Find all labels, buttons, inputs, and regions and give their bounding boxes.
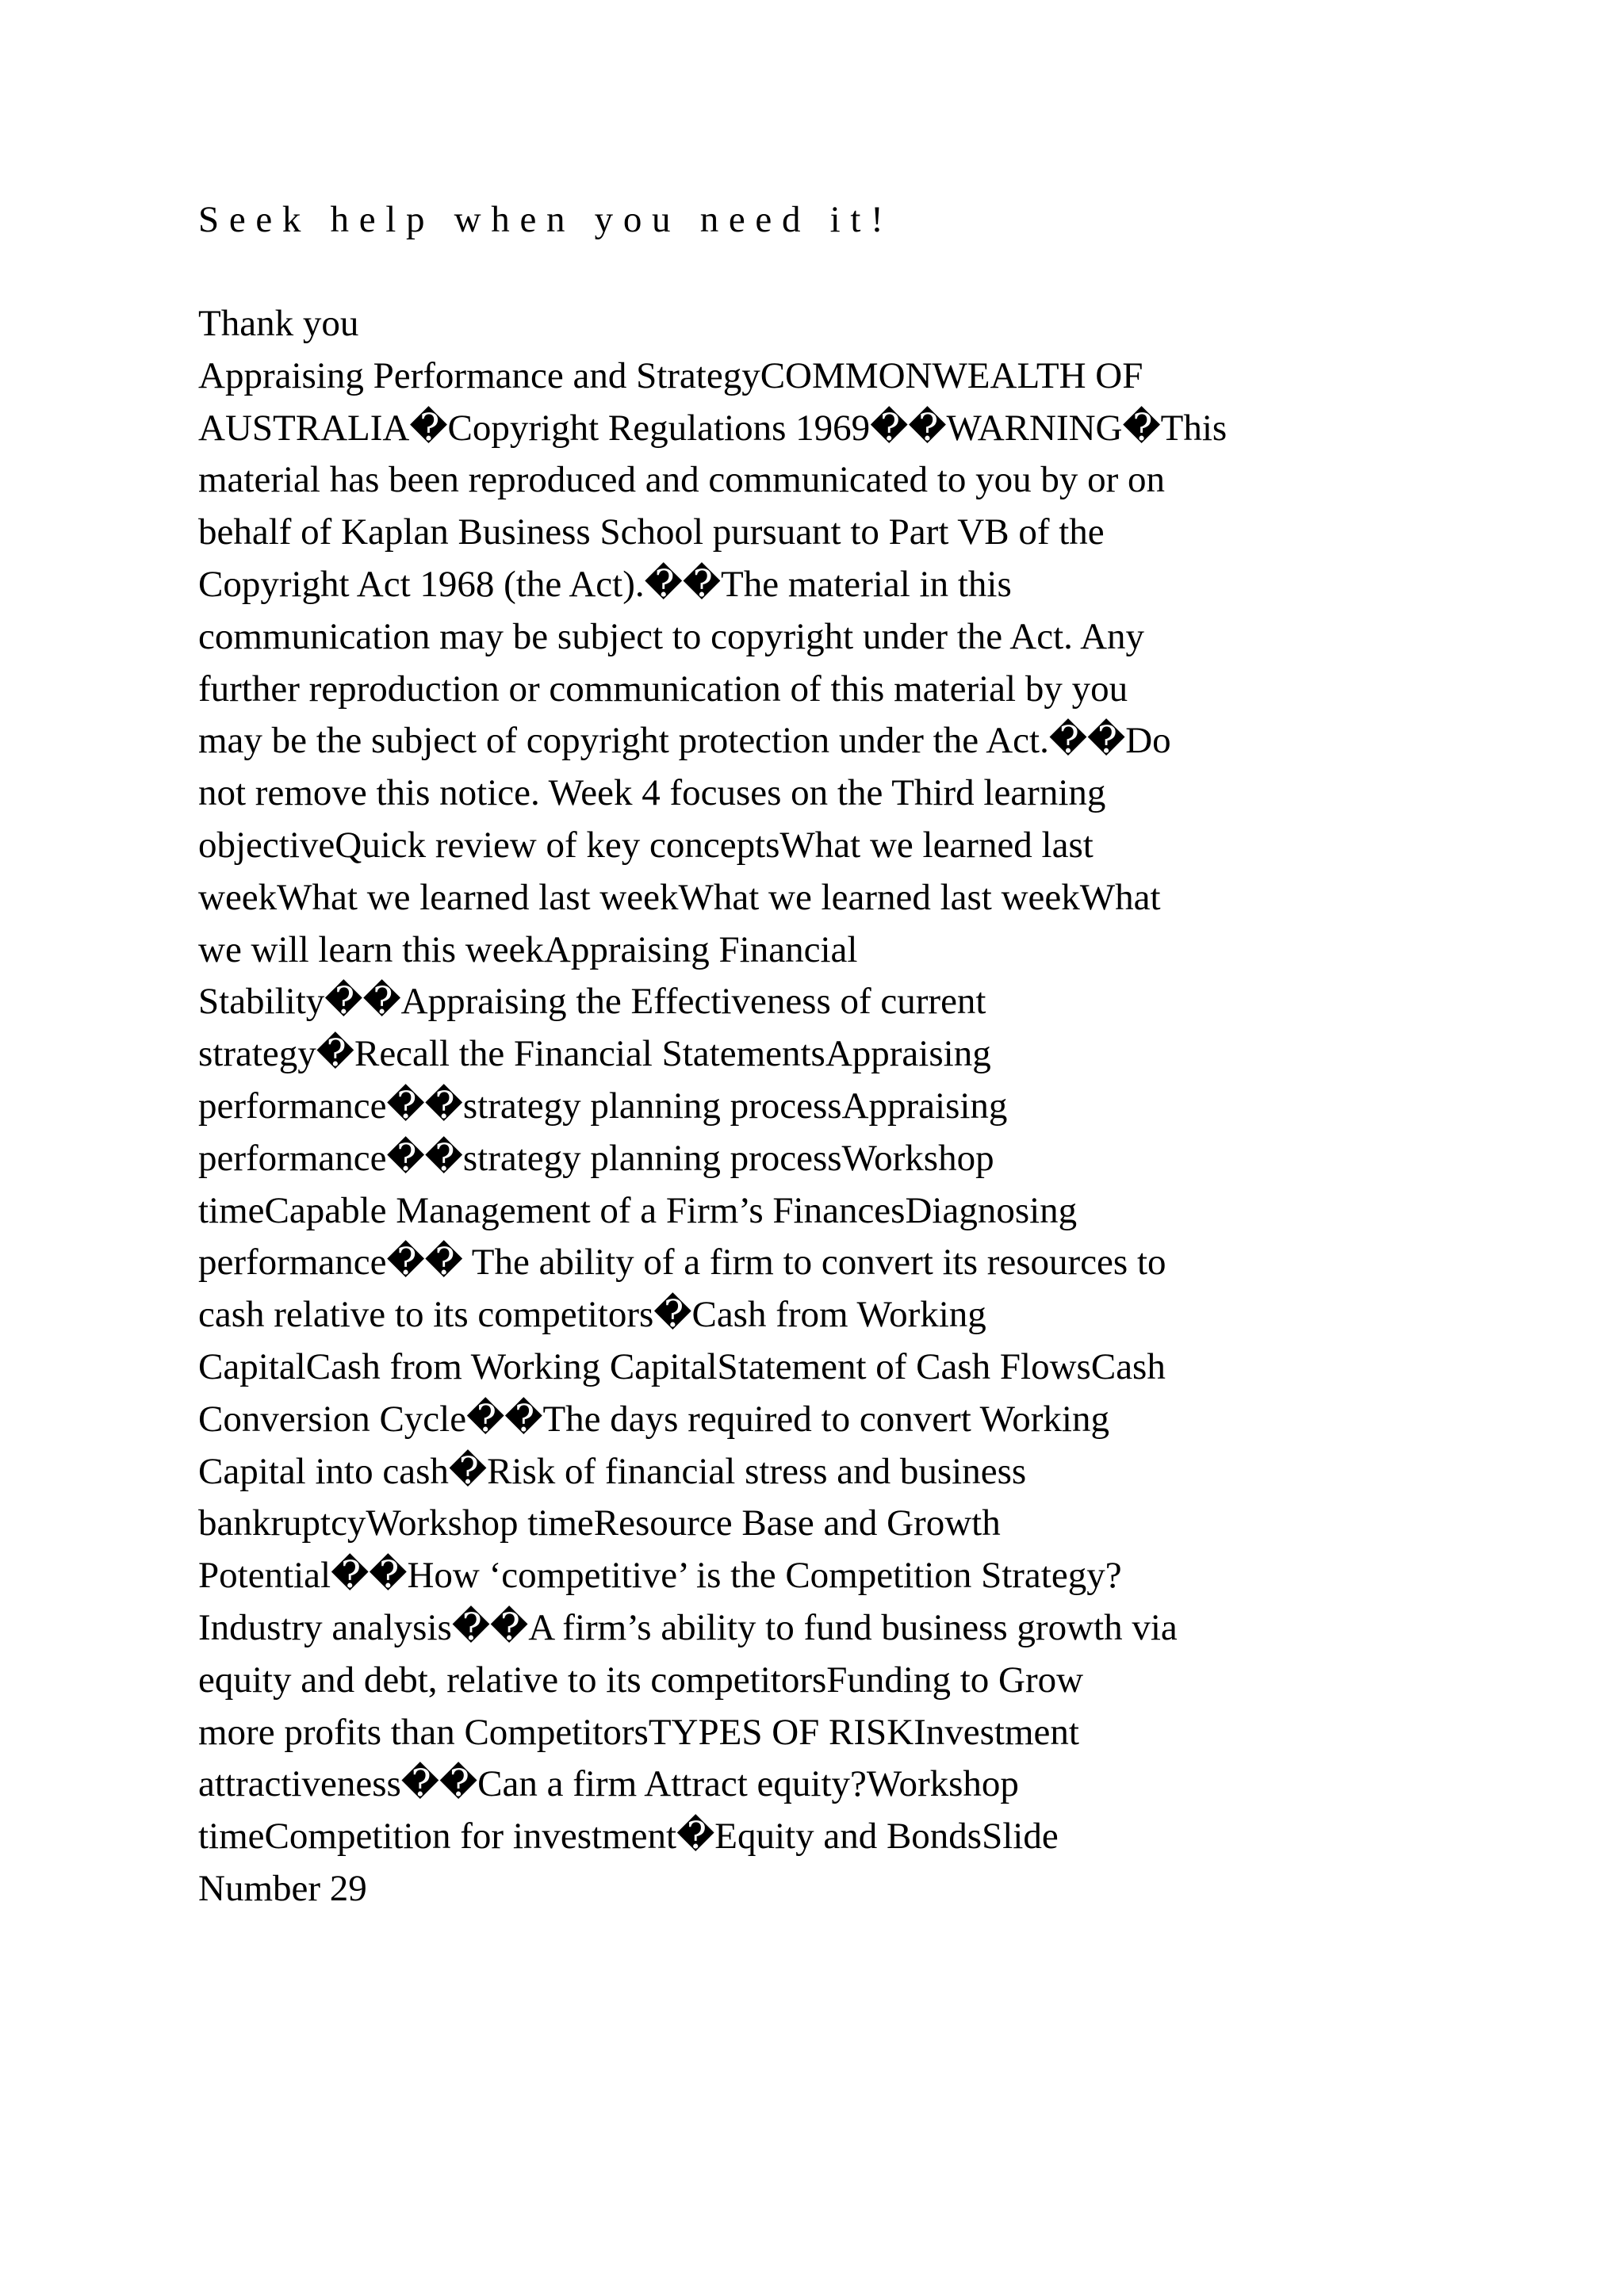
text-line: Industry analysis��A firm’s ability to fund business growth via <box>198 1607 1178 1648</box>
text-line: Capital into cash�Risk of financial stress and business <box>198 1450 1027 1492</box>
text-line: strategy�Recall the Financial StatementsAppraising <box>198 1033 991 1075</box>
text-line: attractiveness��Can a firm Attract equity?Workshop <box>198 1763 1019 1805</box>
text-line: weekWhat we learned last weekWhat we learned last weekWhat <box>198 876 1161 918</box>
text-line: CapitalCash from Working CapitalStatement of Cash FlowsCash <box>198 1346 1166 1387</box>
text-line: performance��strategy planning processAppraising <box>198 1085 1008 1127</box>
text-line: bankruptcyWorkshop timeResource Base and Growth <box>198 1502 1001 1544</box>
text-line: Stability��Appraising the Effectiveness of current <box>198 981 986 1023</box>
text-line: Potential��How ‘competitive’ is the Competition Strategy? <box>198 1555 1122 1597</box>
text-line: timeCapable Management of a Firm’s FinancesDiagnosing <box>198 1189 1078 1231</box>
text-line: material has been reproduced and communicated to you by or on <box>198 459 1165 501</box>
document-heading: Seek help when you need it! <box>198 199 894 240</box>
text-line: AUSTRALIA�Copyright Regulations 1969��WARNING�This <box>198 407 1228 449</box>
text-line: Conversion Cycle��The days required to convert Working <box>198 1398 1109 1440</box>
text-line: further reproduction or communication of this material by you <box>198 668 1128 710</box>
text-line: we will learn this weekAppraising Financial <box>198 928 858 970</box>
text-line: communication may be subject to copyright under the Act. Any <box>198 615 1145 657</box>
text-line: performance��strategy planning processWorkshop <box>198 1137 994 1179</box>
text-line: behalf of Kaplan Business School pursuant to Part VB of the <box>198 511 1105 553</box>
text-line: timeCompetition for investment�Equity and BondsSlide <box>198 1816 1059 1858</box>
text-line: equity and debt, relative to its competitorsFunding to Grow <box>198 1659 1084 1701</box>
text-line: may be the subject of copyright protection under the Act.��Do <box>198 720 1171 762</box>
text-line: Appraising Performance and StrategyCOMMONWEALTH OF <box>198 354 1143 396</box>
text-line: objectiveQuick review of key conceptsWhat we learned last <box>198 825 1094 866</box>
text-line: more profits than CompetitorsTYPES OF RISKInvestment <box>198 1711 1079 1753</box>
text-line: Thank you <box>198 303 359 344</box>
text-line: Copyright Act 1968 (the Act).��The material in this <box>198 564 1012 605</box>
text-line: not remove this notice. Week 4 focuses on the Third learning <box>198 772 1106 814</box>
text-line: cash relative to its competitors�Cash from Working <box>198 1294 986 1336</box>
text-line: Number 29 <box>198 1868 367 1909</box>
text-line: performance�� The ability of a firm to convert its resources to <box>198 1242 1166 1284</box>
